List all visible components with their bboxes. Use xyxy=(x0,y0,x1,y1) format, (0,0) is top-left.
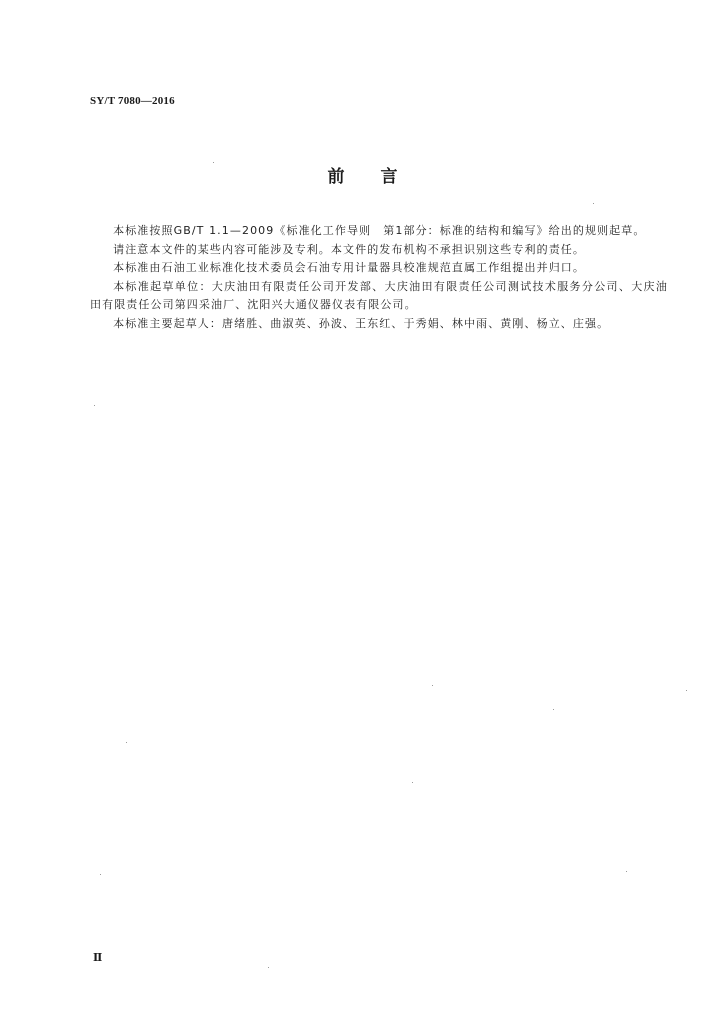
scan-speck xyxy=(213,162,214,163)
scan-speck xyxy=(100,874,101,875)
paragraph-drafting-units: 本标准起草单位：大庆油田有限责任公司开发部、大庆油田有限责任公司测试技术服务分公司、大庆油田有限责任公司第四采油厂、沈阳兴大通仪器仪表有限公司。 xyxy=(90,279,668,311)
scan-speck xyxy=(553,709,554,710)
paragraph-drafters: 本标准主要起草人：唐绪胜、曲淑英、孙波、王东红、于秀娟、林中雨、黄刚、杨立、庄强。 xyxy=(113,316,610,330)
scan-speck xyxy=(126,742,127,743)
foreword-body xyxy=(90,222,668,333)
scan-speck xyxy=(686,690,687,691)
scan-speck xyxy=(268,967,269,968)
scan-speck xyxy=(626,871,627,872)
scan-speck xyxy=(412,782,413,783)
page-number: Ⅱ xyxy=(93,952,103,964)
paragraph-patent-notice: 请注意本文件的某些内容可能涉及专利。本文件的发布机构不承担识别这些专利的责任。 xyxy=(113,242,585,256)
standard-code: SY/T 7080—2016 xyxy=(90,95,175,107)
paragraph-drafting-rules: 本标准按照GB/T 1.1—2009《标准化工作导则 第1部分：标准的结构和编写》给出的规则起草。 xyxy=(113,224,646,237)
paragraph-proposer: 本标准由石油工业标准化技术委员会石油专用计量器具校准规范直属工作组提出并归口。 xyxy=(113,261,585,274)
scan-speck xyxy=(593,203,594,204)
scan-speck xyxy=(432,685,433,686)
page-title: 前言 xyxy=(327,167,434,187)
scan-speck xyxy=(94,405,95,406)
